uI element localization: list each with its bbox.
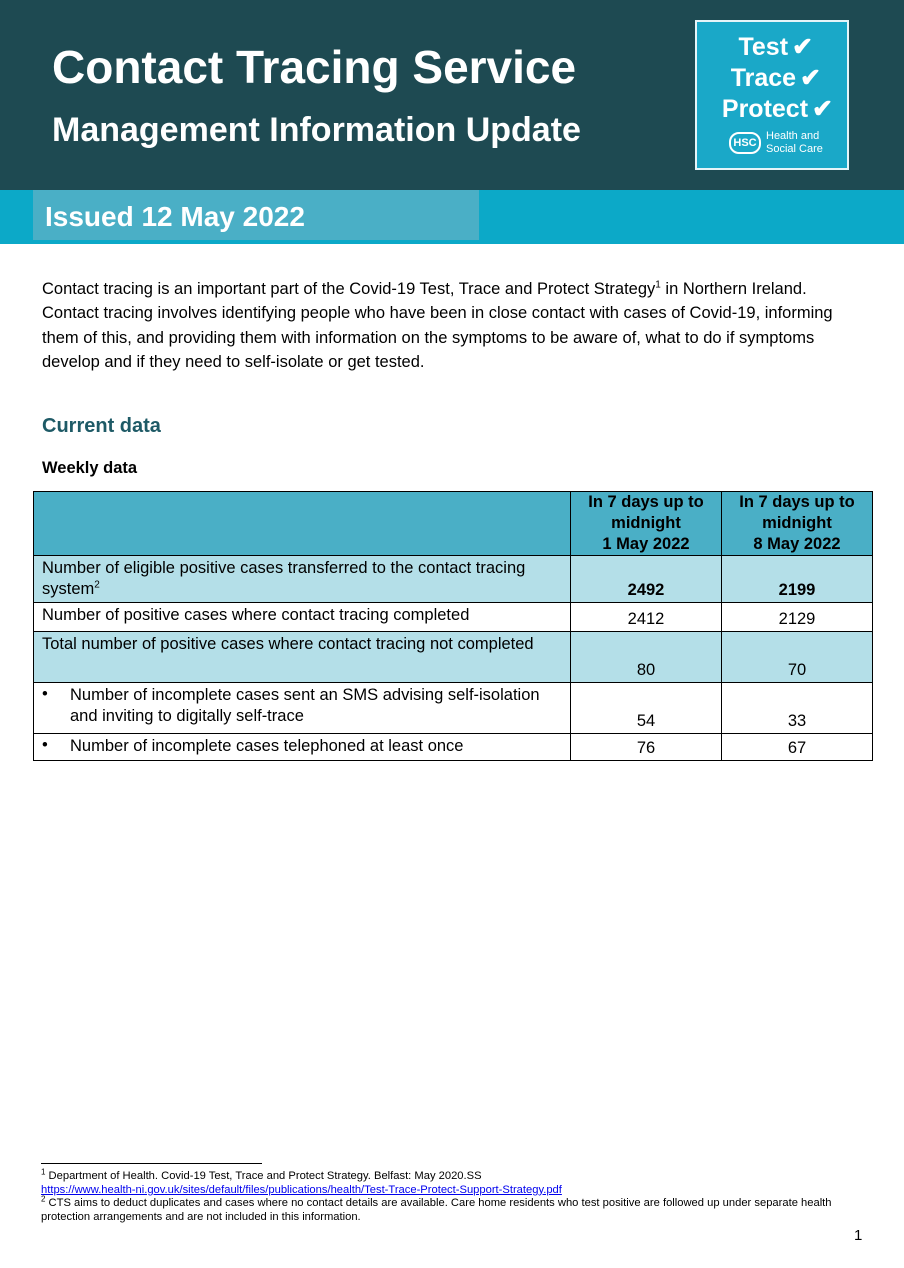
footnote-link[interactable]: https://www.health-ni.gov.uk/sites/default/files/publications/health/Test-Trace-Protect-Support-Strategy.pdf (41, 1183, 562, 1196)
row-label: Total number of positive cases where contact tracing not completed (34, 632, 571, 683)
issued-band (0, 190, 904, 244)
logo-line-trace: Trace (730, 64, 797, 92)
checkmark-icon: ✔ (800, 64, 821, 92)
logo-line-test: Test (738, 33, 789, 61)
column-header: In 7 days up to midnight 1 May 2022 (571, 492, 722, 556)
table-row (34, 556, 873, 603)
table-cell: 54 (571, 683, 722, 734)
footnotes (41, 1167, 841, 1224)
checkmark-icon: ✔ (812, 95, 833, 123)
page-subtitle: Management Information Update (52, 111, 581, 149)
table-row (34, 603, 873, 632)
bullet-icon: • (42, 685, 48, 703)
hsc-org-name: Health and Social Care (766, 130, 823, 155)
table-row (34, 734, 873, 761)
footnote-1: $^1$ Department of Health. Covid-19 Test, Trace and Protect Strategy. Belfast: May 2020.SS (41, 1167, 482, 1182)
logo-line-protect: Protect (721, 95, 809, 123)
checkmark-icon: ✔ (792, 33, 813, 61)
table-cell: 70 (722, 632, 873, 683)
bullet-icon: • (42, 736, 48, 754)
table-cell: 67 (722, 734, 873, 761)
row-label: • Number of incomplete cases sent an SMS advising self-isolation and inviting to digitally self-trace (34, 683, 571, 734)
weekly-data-table (33, 491, 873, 761)
section-heading: Current data (42, 415, 161, 437)
intro-paragraph: Contact tracing is an important part of the Covid-19 Test, Trace and Protect Strategy$^1$ in Northern Ireland. Contact tracing involves identifying people who have been in close contact with cases of Covid-19, informing them of this, and providing them with information on the symptoms to be aware of, what to do if symptoms develop and if they need to self-isolate or get tested. (42, 279, 833, 371)
footnote-ref: 1 (655, 279, 661, 291)
weekly-data-heading: Weekly data (42, 459, 138, 477)
table-cell: 80 (571, 632, 722, 683)
table-row (34, 632, 873, 683)
table-row (34, 683, 873, 734)
hsc-badge-icon: HSC (729, 132, 761, 154)
page-number: 1 (854, 1227, 863, 1244)
page-title: Contact Tracing Service (52, 41, 577, 93)
row-label: Number of positive cases where contact tracing completed (34, 603, 571, 632)
table-cell: 2492 (571, 556, 722, 603)
table-cell: 2129 (722, 603, 873, 632)
table-cell: 2199 (722, 556, 873, 603)
table-header-row (34, 492, 873, 556)
header-banner (0, 0, 904, 190)
table-cell: 2412 (571, 603, 722, 632)
column-header: In 7 days up to midnight 8 May 2022 (722, 492, 873, 556)
footnote-divider (41, 1163, 262, 1164)
footnote-2: $^2$ CTS aims to deduct duplicates and cases where no contact details are available. Care home residents who test positive are followed up under separate health protection arrangements and are not included in this information. (41, 1194, 832, 1223)
row-label: Number of eligible positive cases transferred to the contact tracing system$^2$ (34, 556, 571, 603)
footnote-ref: 2 (94, 579, 100, 591)
test-trace-protect-logo (695, 20, 849, 170)
table-cell: 76 (571, 734, 722, 761)
table-cell: 33 (722, 683, 873, 734)
row-label: • Number of incomplete cases telephoned at least once (34, 734, 571, 761)
issued-date: Issued 12 May 2022 (45, 201, 305, 232)
